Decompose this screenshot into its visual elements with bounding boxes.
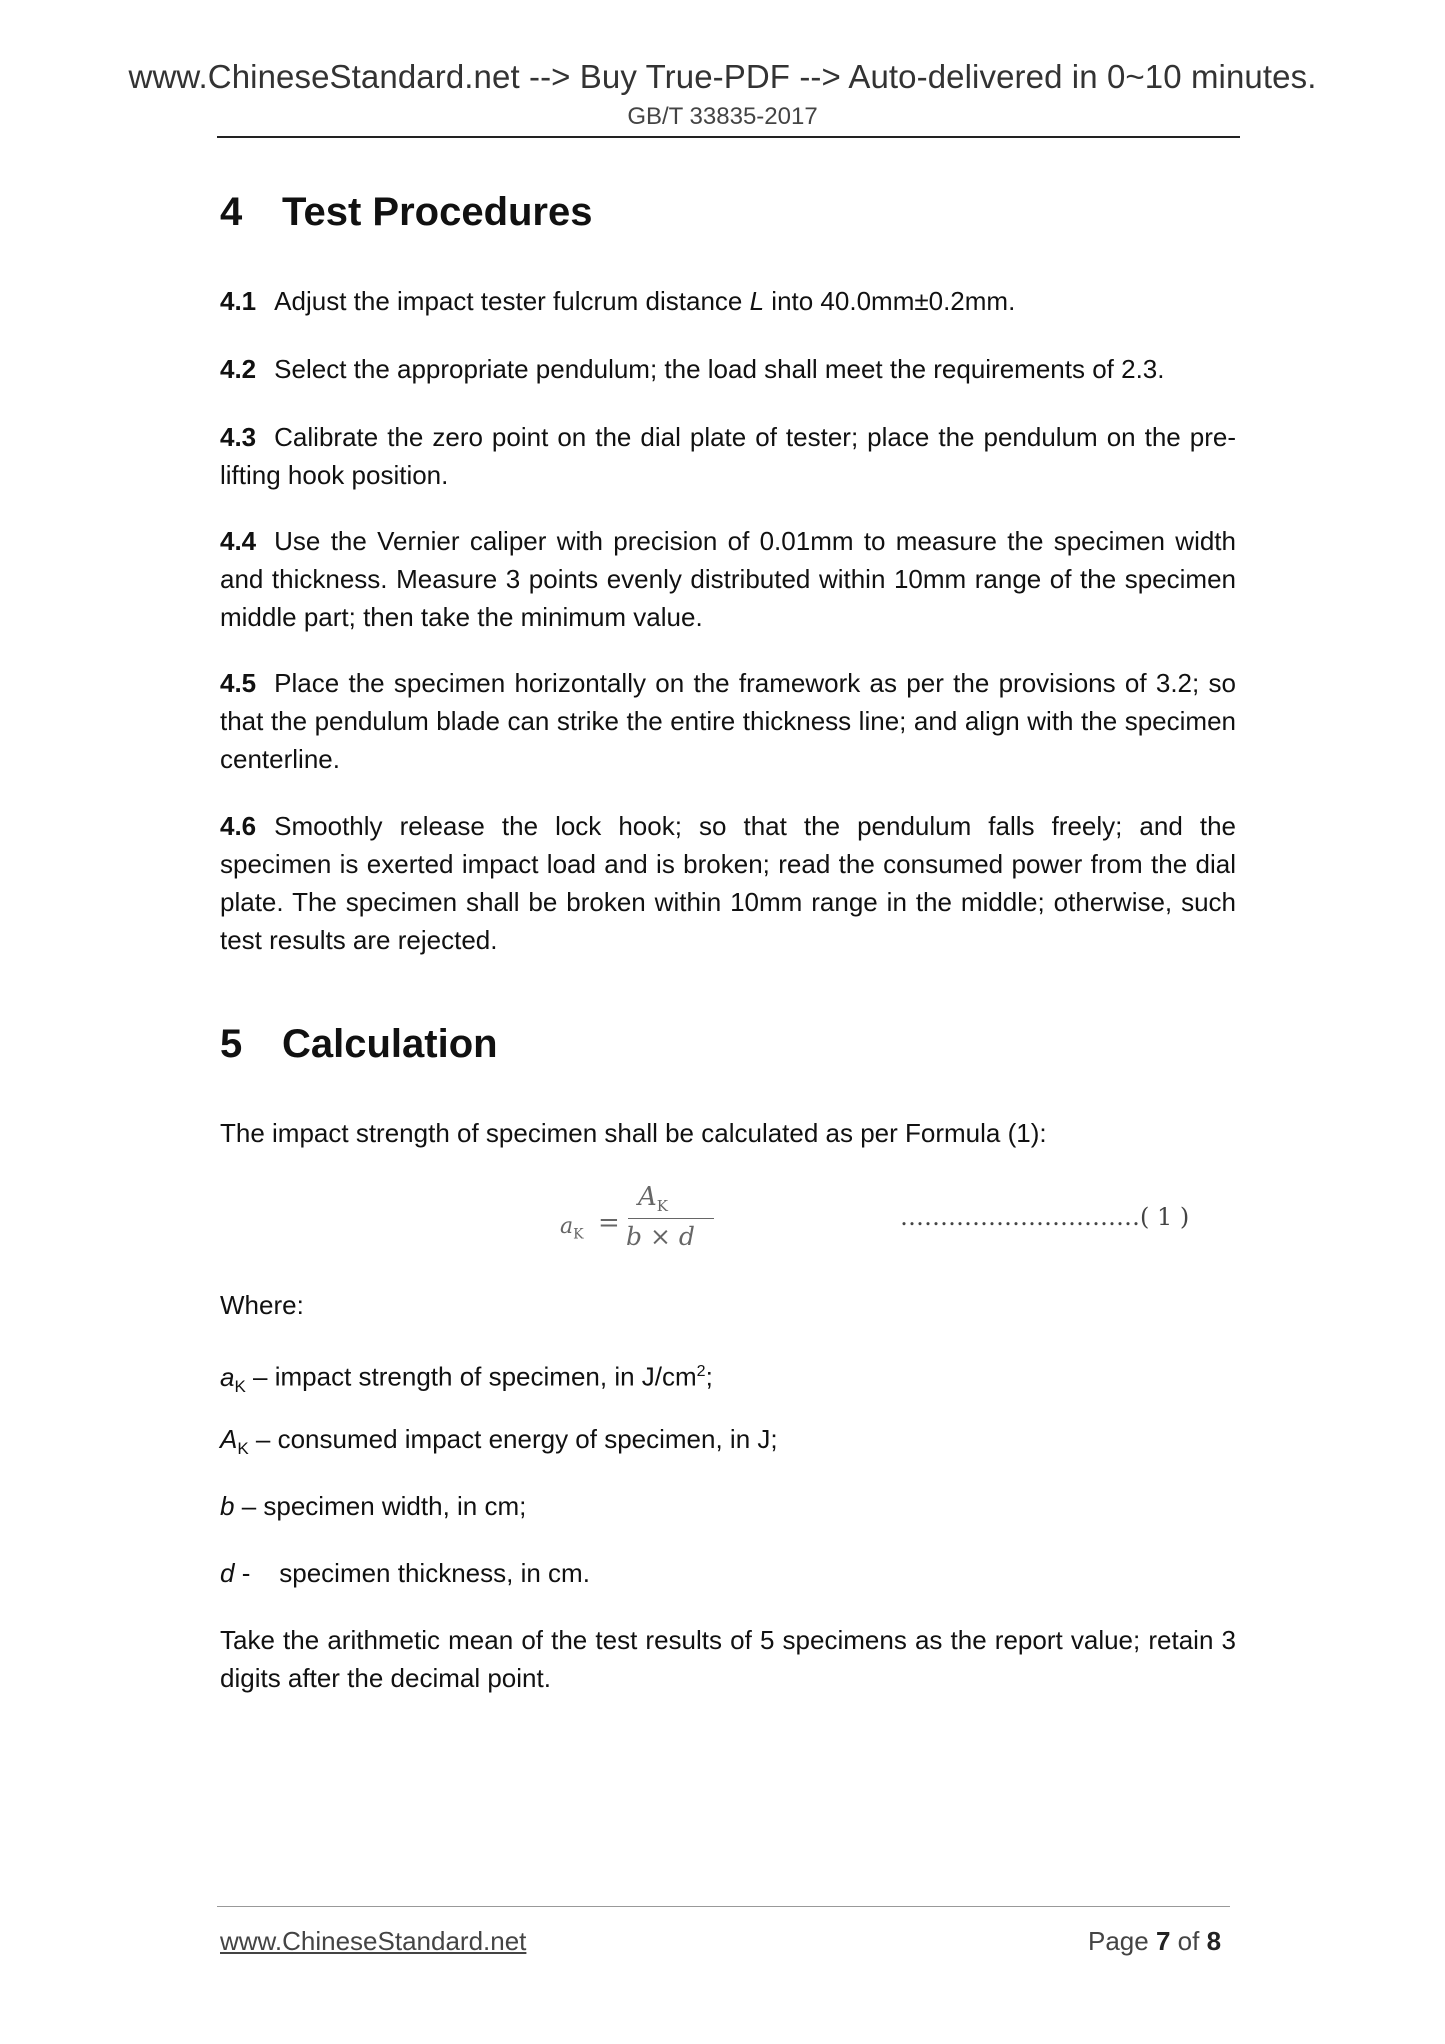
section-4-heading xyxy=(220,190,593,235)
clause-number: 4.5 xyxy=(220,668,257,698)
clause-4-5: 4.5 Place the specimen horizontally on the framework as per the provisions of 3.2; so that the pendulum blade can strike the entire thickness line; and align with the specimen centerline. xyxy=(220,668,1236,774)
clause-4-1: 4.1 Adjust the impact tester fulcrum distance L into 40.0mm±0.2mm. xyxy=(220,286,1016,316)
formula-equals: = xyxy=(598,1208,620,1238)
footer-website-link[interactable]: www.ChineseStandard.net xyxy=(220,1926,527,1956)
formula-lhs: $a_K$ xyxy=(560,1214,584,1243)
header-rule xyxy=(217,136,1240,138)
formula-reference: …………………………( 1 ) xyxy=(900,1203,1190,1231)
page-number: Page 7 of 8 xyxy=(1088,1926,1222,1956)
variable-aK: $a_K$ – impact strength of specimen, in $J/cm^2$; xyxy=(220,1361,713,1396)
clause-4-4: 4.4 Use the Vernier caliper with precision of 0.01mm to measure the specimen width and thickness. Measure 3 points evenly distributed within 10mm range of the specimen middle part; then take the minimum value. xyxy=(220,526,1236,632)
clause-4-3: 4.3 Calibrate the zero point on the dial plate of tester; place the pendulum on the pre-lifting hook position. xyxy=(220,422,1236,490)
clause-4-2: 4.2 Select the appropriate pendulum; the load shall meet the requirements of 2.3. xyxy=(220,354,1165,384)
calculation-intro: The impact strength of specimen shall be calculated as per Formula (1): xyxy=(220,1118,1047,1148)
clause-number: 4.4 xyxy=(220,526,257,556)
variable-L: L xyxy=(749,286,765,316)
symbol: $A_K$ xyxy=(220,1424,249,1459)
section-number: 4 xyxy=(220,190,243,234)
footer-rule xyxy=(217,1906,1230,1907)
formula-numerator: $A_K$ xyxy=(638,1182,668,1216)
clause-number: 4.3 xyxy=(220,422,257,452)
variable-AK: $A_K$ – consumed impact energy of specimen, in J; xyxy=(220,1424,778,1459)
where-label: Where: xyxy=(220,1290,304,1320)
symbol: $a_K$ xyxy=(220,1361,246,1396)
fraction-bar xyxy=(628,1218,714,1219)
clause-number: 4.6 xyxy=(220,811,257,841)
clause-number: 4.1 xyxy=(220,286,257,316)
formula-denominator: b × d xyxy=(626,1222,695,1251)
section-title: Test Procedures xyxy=(282,190,593,234)
closing-paragraph: Take the arithmetic mean of the test results of 5 specimens as the report value; retain 3 digits after the decimal point. xyxy=(220,1625,1236,1693)
document-id: GB/T 33835-2017 xyxy=(627,103,818,130)
clause-number: 4.2 xyxy=(220,354,257,384)
section-5-heading xyxy=(220,1022,498,1067)
clause-4-6: 4.6 Smoothly release the lock hook; so that the pendulum falls freely; and the specimen is exerted impact load and is broken; read the consumed power from the dial plate. The specimen shall be broken within 10mm range in the middle; otherwise, such test results are rejected. xyxy=(220,811,1236,955)
symbol: b xyxy=(220,1491,235,1521)
symbol: d xyxy=(220,1558,235,1588)
source-banner: www.ChineseStandard.net --> Buy True-PDF --> Auto-delivered in 0~10 minutes. xyxy=(128,58,1317,95)
variable-b: b – specimen width, in cm; xyxy=(220,1491,527,1521)
section-number: 5 xyxy=(220,1022,243,1066)
section-title: Calculation xyxy=(282,1022,498,1066)
variable-d: d - specimen thickness, in cm. xyxy=(220,1558,590,1588)
